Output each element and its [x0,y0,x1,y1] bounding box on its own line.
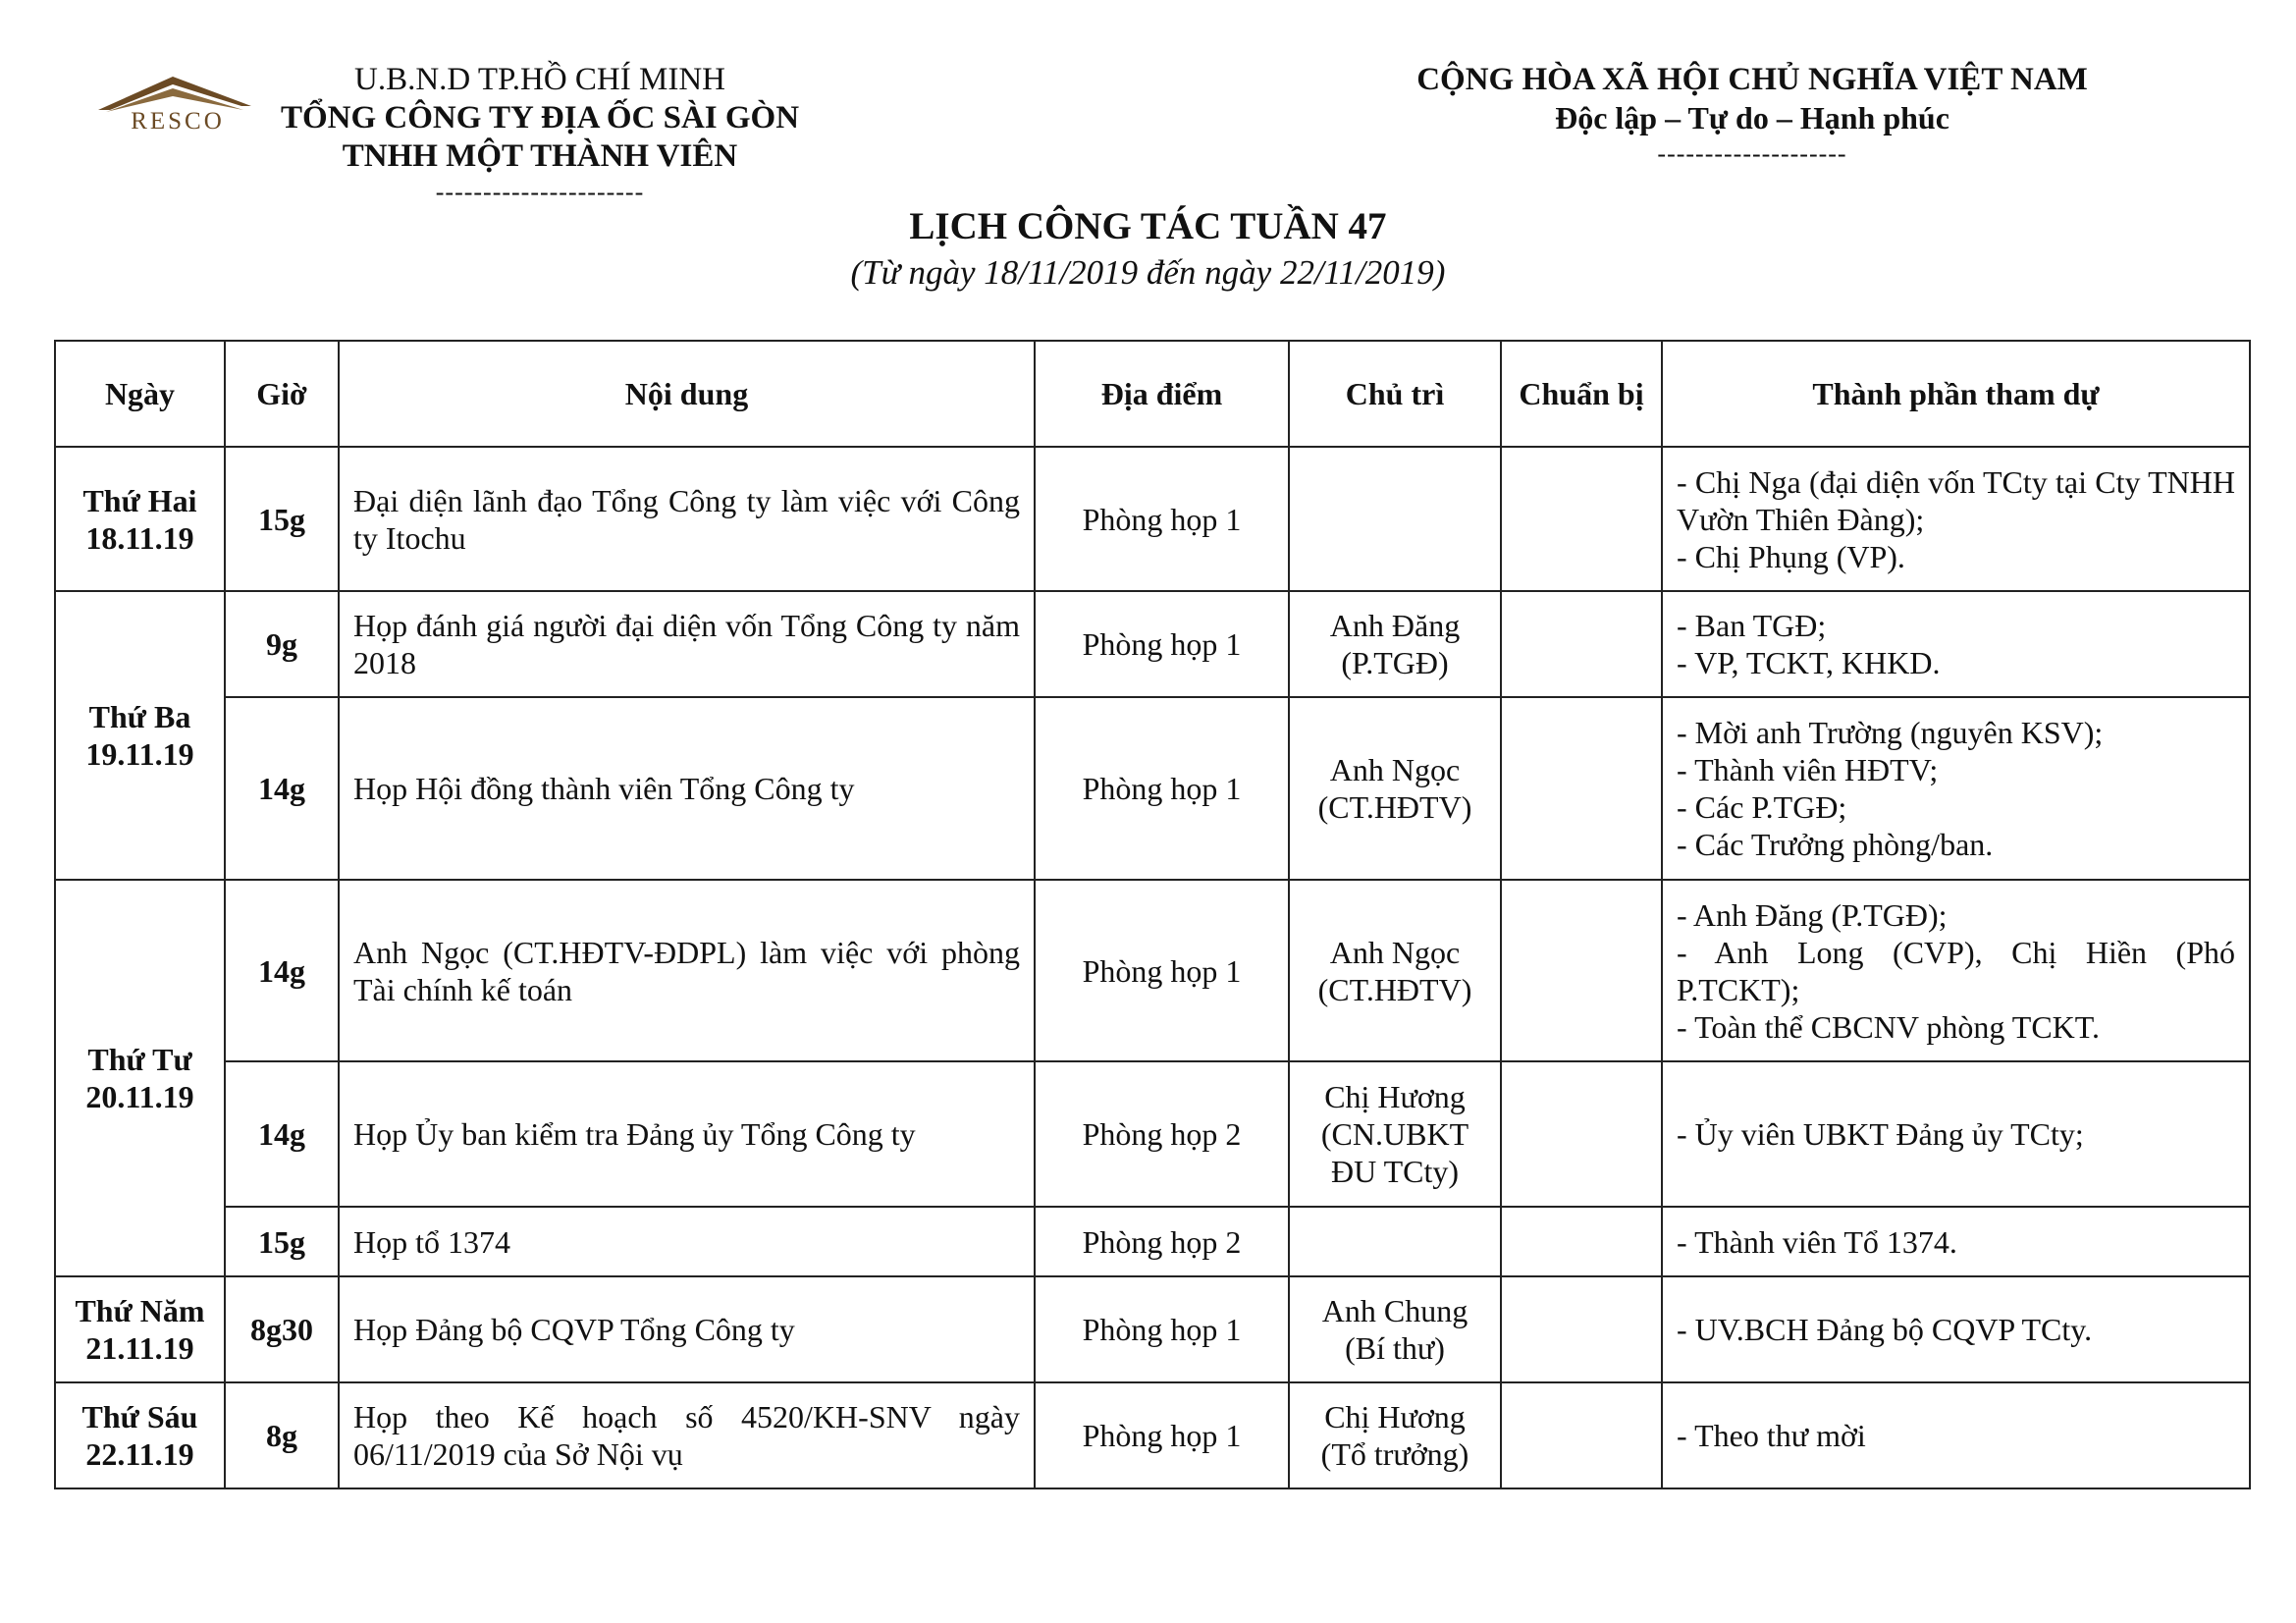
table-row [55,1207,2250,1276]
attendee-line: - UV.BCH Đảng bộ CQVP TCty. [1677,1312,2093,1347]
attendees-cell [1662,1061,2250,1207]
chair-line: ĐU TCty) [1330,1154,1460,1189]
table-header-row [55,341,2250,447]
time-cell: 8g [225,1382,339,1488]
location-cell: Phòng họp 2 [1035,1207,1289,1276]
chair-line: Chị Hương [1324,1079,1466,1114]
day-cell [55,1276,225,1382]
prep-cell [1501,1061,1662,1207]
chair-line: (P.TGĐ) [1341,645,1449,680]
table-row [55,880,2250,1061]
day-date: 21.11.19 [85,1330,194,1366]
day-cell [55,591,225,880]
header-location: Địa điểm [1035,341,1289,447]
chair-cell [1289,1207,1501,1276]
national-header [1310,61,2194,167]
attendees-cell [1662,1276,2250,1382]
day-name: Thứ Ba [88,699,191,734]
prep-cell [1501,697,1662,880]
table-row [55,1276,2250,1382]
chair-cell [1289,591,1501,697]
location-cell: Phòng họp 1 [1035,1276,1289,1382]
nation-separator: -------------------- [1657,139,1847,168]
time-cell: 15g [225,447,339,591]
day-cell [55,447,225,591]
content-cell: Anh Ngọc (CT.HĐTV-ĐDPL) làm việc với phòng Tài chính kế toán [339,880,1035,1061]
chair-line: Anh Đăng [1329,608,1461,643]
attendee-line: - Theo thư mời [1677,1418,1866,1453]
attendee-line: - Chị Phụng (VP). [1677,538,1905,574]
day-name: Thứ Tư [87,1042,192,1077]
attendee-line: - Các P.TGĐ; [1677,789,1847,825]
content-cell: Họp tổ 1374 [339,1207,1035,1276]
content-cell: Họp Hội đồng thành viên Tổng Công ty [339,697,1035,880]
org-name: TỔNG CÔNG TY ĐỊA ỐC SÀI GÒN [280,100,800,135]
nation-name: CỘNG HÒA XÃ HỘI CHỦ NGHĨA VIỆT NAM [1416,62,2088,97]
logo-text: RESCO [131,108,225,135]
attendee-line: - Ban TGĐ; [1677,608,1827,643]
table-row [55,697,2250,880]
attendee-line: - Thành viên Tổ 1374. [1677,1223,1957,1260]
nation-motto: Độc lập – Tự do – Hạnh phúc [1555,100,1949,135]
attendee-line: - Mời anh Trường (nguyên KSV); [1677,715,2104,750]
attendee-line: - Các Trưởng phòng/ban. [1677,827,1994,862]
chair-line: Anh Ngọc [1329,934,1461,970]
org-separator: ---------------------- [435,178,645,206]
day-date: 19.11.19 [85,736,194,772]
chair-cell [1289,447,1501,591]
day-name: Thứ Sáu [81,1399,198,1434]
resco-logo [94,75,257,143]
location-cell: Phòng họp 1 [1035,697,1289,880]
chair-cell [1289,1276,1501,1382]
header-prep: Chuẩn bị [1501,341,1662,447]
day-name: Thứ Hai [82,482,197,518]
prep-cell [1501,1382,1662,1488]
chair-line: (CT.HĐTV) [1317,971,1472,1007]
attendees-cell [1662,1382,2250,1488]
header-attendees: Thành phần tham dự [1662,341,2250,447]
time-cell: 14g [225,697,339,880]
time-cell: 14g [225,880,339,1061]
attendee-line: - Anh Long (CVP), Chị Hiền (Phó P.TCKT); [1677,934,2235,1007]
content-cell: Họp Ủy ban kiểm tra Đảng ủy Tổng Công ty [339,1061,1035,1207]
day-date: 22.11.19 [85,1436,194,1472]
table-row [55,447,2250,591]
attendee-line: - Toàn thể CBCNV phòng TCKT. [1677,1008,2100,1045]
chair-cell [1289,1382,1501,1488]
table-row [55,1061,2250,1207]
header-day: Ngày [55,341,225,447]
table-row [55,1382,2250,1488]
day-date: 20.11.19 [85,1079,194,1114]
chair-line: (CN.UBKT [1320,1116,1469,1152]
attendee-line: - Ủy viên UBKT Đảng ủy TCty; [1677,1116,2084,1152]
prep-cell [1501,591,1662,697]
day-cell [55,880,225,1276]
attendees-cell [1662,1207,2250,1276]
location-cell: Phòng họp 2 [1035,1061,1289,1207]
location-cell: Phòng họp 1 [1035,1382,1289,1488]
org-city: U.B.N.D TP.HỒ CHÍ MINH [353,62,725,97]
chair-line: (CT.HĐTV) [1317,789,1472,825]
content-cell: Họp đánh giá người đại diện vốn Tổng Công ty năm 2018 [339,591,1035,697]
attendee-line: - VP, TCKT, KHKD. [1677,645,1941,680]
chair-cell [1289,1061,1501,1207]
attendees-cell [1662,697,2250,880]
chair-line: (Tổ trưởng) [1320,1436,1469,1472]
prep-cell [1501,447,1662,591]
page-subtitle: (Từ ngày 18/11/2019 đến ngày 22/11/2019) [850,253,1446,292]
chair-line: (Bí thư) [1345,1330,1445,1366]
time-cell: 8g30 [225,1276,339,1382]
location-cell: Phòng họp 1 [1035,880,1289,1061]
attendees-cell [1662,591,2250,697]
chair-cell [1289,880,1501,1061]
organization-header [265,61,815,205]
content-cell: Đại diện lãnh đạo Tổng Công ty làm việc với Công ty Itochu [339,447,1035,591]
attendees-cell [1662,447,2250,591]
prep-cell [1501,1276,1662,1382]
time-cell: 9g [225,591,339,697]
table-row [55,591,2250,697]
day-name: Thứ Năm [75,1293,205,1328]
chair-line: Chị Hương [1324,1399,1466,1434]
schedule-body [55,447,2250,1488]
prep-cell [1501,1207,1662,1276]
attendee-line: - Anh Đăng (P.TGĐ); [1677,896,1948,933]
page-title: LỊCH CÔNG TÁC TUẦN 47 [909,205,1387,247]
header-content: Nội dung [339,341,1035,447]
location-cell: Phòng họp 1 [1035,447,1289,591]
attendee-line: - Chị Nga (đại diện vốn TCty tại Cty TNHH Vườn Thiên Đàng); [1677,463,2235,537]
org-type: TNHH MỘT THÀNH VIÊN [342,138,738,174]
attendees-cell [1662,880,2250,1061]
chair-cell [1289,697,1501,880]
day-date: 18.11.19 [85,519,194,556]
day-cell [55,1382,225,1488]
chair-line: Anh Ngọc [1329,752,1461,787]
content-cell: Họp Đảng bộ CQVP Tổng Công ty [339,1276,1035,1382]
prep-cell [1501,880,1662,1061]
header-time: Giờ [225,341,339,447]
schedule-table [54,340,2251,1489]
location-cell: Phòng họp 1 [1035,591,1289,697]
header-chair: Chủ trì [1289,341,1501,447]
content-cell: Họp theo Kế hoạch số 4520/KH-SNV ngày 06/11/2019 của Sở Nội vụ [339,1382,1035,1488]
time-cell: 15g [225,1207,339,1276]
chair-line: Anh Chung [1321,1293,1468,1328]
attendee-line: - Thành viên HĐTV; [1677,752,1939,787]
time-cell: 14g [225,1061,339,1207]
